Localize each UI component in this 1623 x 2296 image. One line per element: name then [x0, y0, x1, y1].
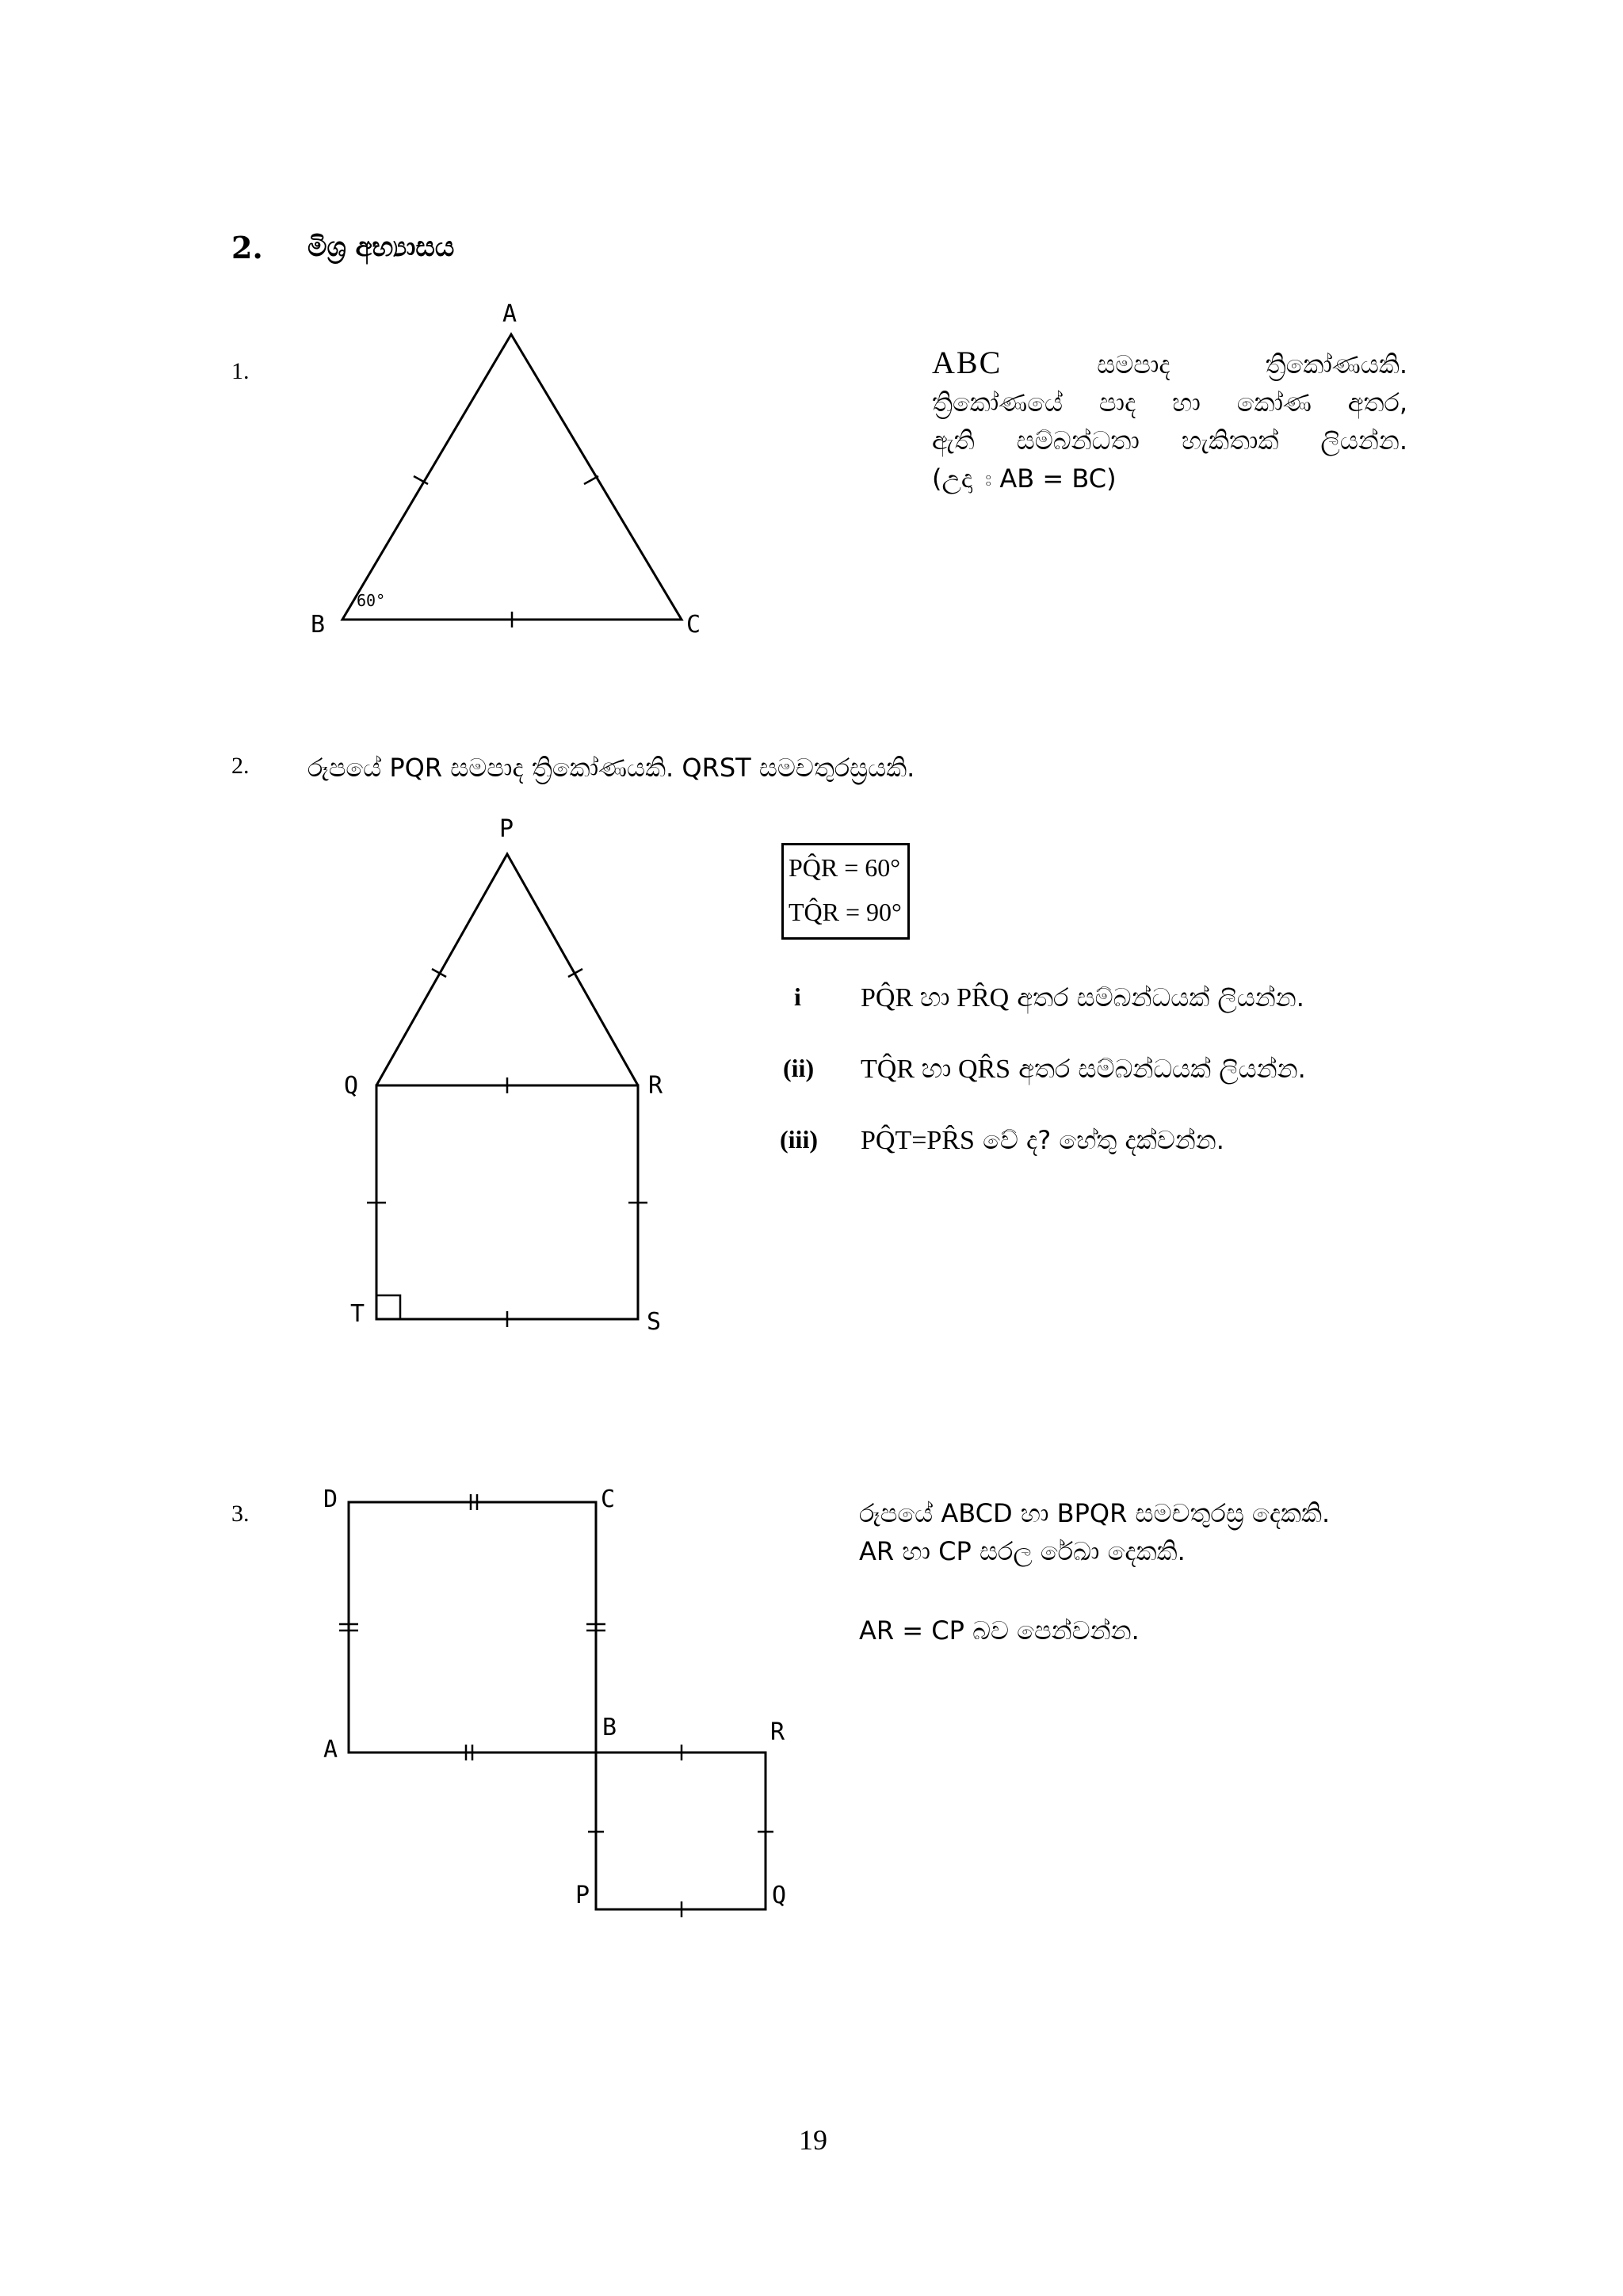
vertex-label-b: B: [311, 611, 326, 639]
vertex-label-d: D: [323, 1486, 338, 1513]
part-ii: [861, 1054, 1306, 1085]
question-1-number: 1.: [231, 358, 250, 384]
two-squares-abcd-bpqr-diagram: [314, 1478, 805, 1922]
vertex-label-q: Q: [344, 1072, 359, 1100]
question-1-text: [932, 344, 1407, 498]
vertex-label-t: T: [350, 1300, 365, 1328]
vertex-label-r: R: [648, 1072, 663, 1100]
vertex-label-a: A: [502, 300, 517, 328]
equilateral-triangle-abc-diagram: [301, 293, 729, 642]
part-ii-number: (ii): [783, 1054, 815, 1082]
part-iii-number: (iii): [780, 1125, 818, 1154]
page-number: 19: [799, 2124, 827, 2156]
part-iii: [861, 1125, 1224, 1156]
part-i-number: i: [794, 982, 801, 1011]
angle-label-b: 60°: [357, 591, 386, 610]
vertex-label-r: R: [770, 1718, 785, 1746]
part-iii-text: වේ ද? හේතු දක්වන්න.: [983, 1125, 1224, 1155]
section-number: 2.: [231, 230, 263, 265]
given-angles-box: [781, 843, 910, 940]
question-3-line-2: AR හා CP සරල රේඛා දෙකකි.: [859, 1536, 1186, 1566]
part-iii-expression: PQ̂T=PR̂S: [861, 1126, 975, 1155]
part-ii-text: අතර සම්බන්ධයක් ලියන්න.: [1018, 1054, 1306, 1084]
part-ii-expression: TQ̂R හා QR̂S: [861, 1055, 1011, 1084]
question-1-example: (උදා ඃ AB = BC): [932, 463, 1117, 494]
question-1-line-2: ත්‍රිකෝණයේ පාද හා කෝණ අතර,: [932, 387, 1407, 418]
vertex-label-q: Q: [772, 1882, 787, 1909]
given-angle-pqr: PQ̂R = 60°: [789, 853, 901, 882]
part-i-expression: PQ̂R හා PR̂Q: [861, 983, 1010, 1013]
vertex-label-p: P: [499, 815, 514, 843]
vertex-label-p: P: [575, 1882, 590, 1909]
vertex-label-a: A: [323, 1736, 338, 1764]
question-1-line-1: සමපාද ත්‍රිකෝණයකි.: [1097, 349, 1407, 379]
question-3-line-1: රූපයේ ABCD හා BPQR සමචතුරස්‍ර දෙකකි.: [859, 1498, 1331, 1528]
question-2-number: 2.: [231, 753, 250, 779]
part-i: [861, 982, 1304, 1013]
question-3-text: [859, 1494, 1430, 1650]
question-3-number: 3.: [231, 1501, 250, 1527]
part-i-text: අතර සම්බන්ධයක් ලියන්න.: [1017, 982, 1304, 1013]
section-title: මිශ්‍ර අභ්‍යාසය: [307, 231, 455, 263]
vertex-label-c: C: [686, 611, 701, 639]
question-2-statement: රූපයේ PQR සමපාද ත්‍රිකෝණයකි. QRST සමචතුරස්‍රයකි.: [307, 753, 915, 783]
vertex-label-b: B: [602, 1714, 617, 1741]
question-1-triangle-name: ABC: [932, 345, 1002, 380]
vertex-label-s: S: [647, 1308, 662, 1336]
question-3-line-3: AR = CP බව පෙන්වන්න.: [859, 1615, 1140, 1646]
given-angle-tqr: TQ̂R = 90°: [789, 898, 902, 926]
vertex-label-c: C: [601, 1486, 616, 1513]
triangle-square-pqrst-diagram: [333, 808, 697, 1347]
question-1-line-3: ඇති සම්බන්ධතා හැකිතාක් ලියන්න.: [932, 425, 1407, 456]
